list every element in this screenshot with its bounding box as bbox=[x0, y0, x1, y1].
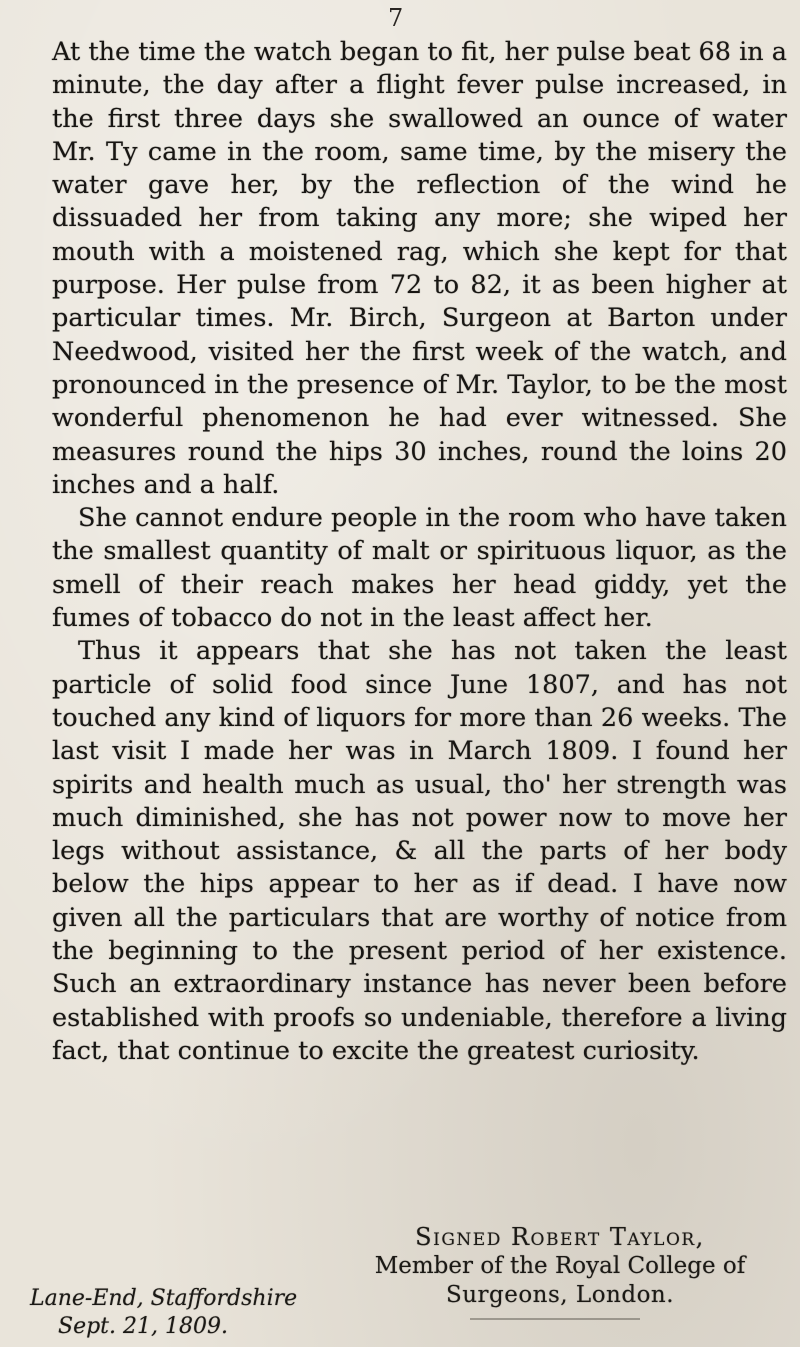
paragraph-conclusion: Thus it appears that she has not taken the least particle of solid food since June 1807, and has not touched any kind of liquors for more than 26 weeks. The last visit I made her was in March 1809. I found her spirits and health much as usual, tho' her strength was much diminished, she has not power now to move her legs without assistance, & all the parts of her body below the hips appear to her as if dead. I have now given all the particulars that are worthy of notice from the beginning to the present period of her existence. Such an extraordinary instance has never been before established with proofs so undeniable, therefore a living fact, that continue to excite the greatest curiosity. bbox=[52, 636, 787, 1066]
place-date: Sept. 21, 1809. bbox=[58, 1314, 228, 1339]
signature-name: Signed Robert Taylor, bbox=[415, 1223, 705, 1251]
signature-title: Member of the Royal College of bbox=[374, 1253, 746, 1279]
body-text bbox=[52, 36, 787, 1068]
page-number: 7 bbox=[388, 4, 405, 32]
bottom-rule bbox=[470, 1318, 640, 1320]
place-and-date bbox=[30, 1285, 297, 1341]
place-location: Lane-End, Staffordshire bbox=[30, 1286, 298, 1311]
signature-block bbox=[350, 1222, 770, 1310]
paragraph-smell-sensitivity: She cannot endure people in the room who have taken the smallest quantity of malt or spirituous liquor, as the smell of their reach makes her head giddy, yet the fumes of tobacco do not in the least affect her. bbox=[52, 503, 787, 634]
paragraph-watch-observations: At the time the watch began to fit, her pulse beat 68 in a minute, the day after a flight fever pulse increased, in the first three days she swallowed an ounce of water Mr. Ty came in the room, same time, by the misery the water gave her, by the reflection of the wind he dissuaded her from taking any more; she wiped her mouth with a moistened rag, which she kept for that purpose. Her pulse from 72 to 82, it as been higher at particular times. Mr. Birch, Surgeon at Barton under Needwood, visited her the first week of the watch, and pronounced in the presence of Mr. Taylor, to be the most wonderful phenomenon he had ever witnessed. She measures round the hips 30 inches, round the loins 20 inches and a half. bbox=[52, 37, 787, 500]
signature-title-continued: Surgeons, London. bbox=[445, 1282, 675, 1308]
